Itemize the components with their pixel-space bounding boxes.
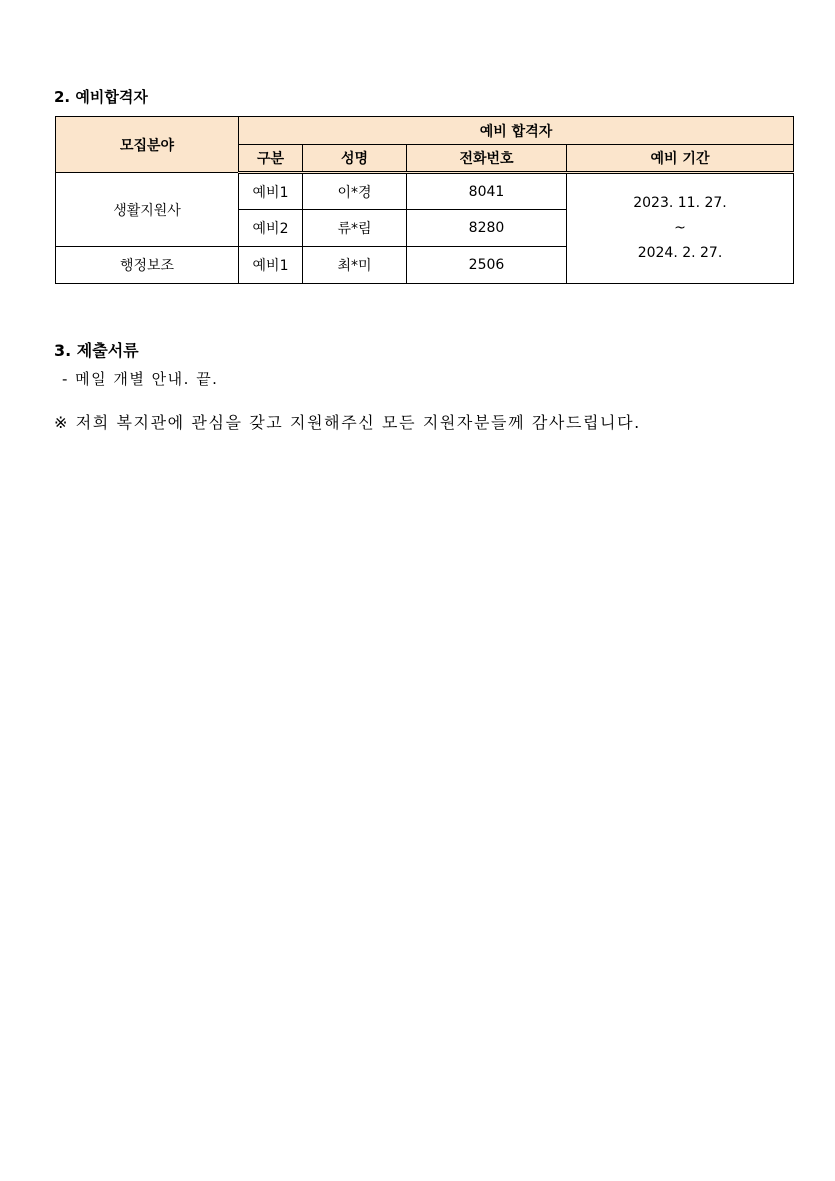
cell-type: 예비1 [239,173,303,210]
cell-phone: 2506 [407,247,567,284]
header-reserve-group: 예비 합격자 [239,117,794,145]
reserve-candidates-table [55,116,794,284]
header-period: 예비 기간 [567,145,794,173]
period-end: 2024. 2. 27. [637,245,723,261]
cell-type: 예비1 [239,247,303,284]
cell-type: 예비2 [239,210,303,247]
cell-name: 최*미 [303,247,407,284]
cell-field: 행정보조 [56,247,239,284]
section-2-title: 2. 예비합격자 [54,88,148,106]
cell-field: 생활지원사 [56,173,239,247]
thanks-note: ※ 저희 복지관에 관심을 갖고 지원해주신 모든 지원자분들께 감사드립니다. [54,413,641,432]
header-field: 모집분야 [56,117,239,173]
submission-note: - 메일 개별 안내. 끝. [62,370,219,388]
section-3-title: 3. 제출서류 [54,341,139,360]
period-start: 2023. 11. 27. [633,195,727,211]
header-phone: 전화번호 [407,145,567,173]
table-row [56,173,794,210]
header-type: 구분 [239,145,303,173]
cell-phone: 8041 [407,173,567,210]
cell-period [567,173,794,284]
cell-name: 이*경 [303,173,407,210]
cell-name: 류*림 [303,210,407,247]
period-separator: ~ [674,220,686,236]
header-name: 성명 [303,145,407,173]
cell-phone: 8280 [407,210,567,247]
